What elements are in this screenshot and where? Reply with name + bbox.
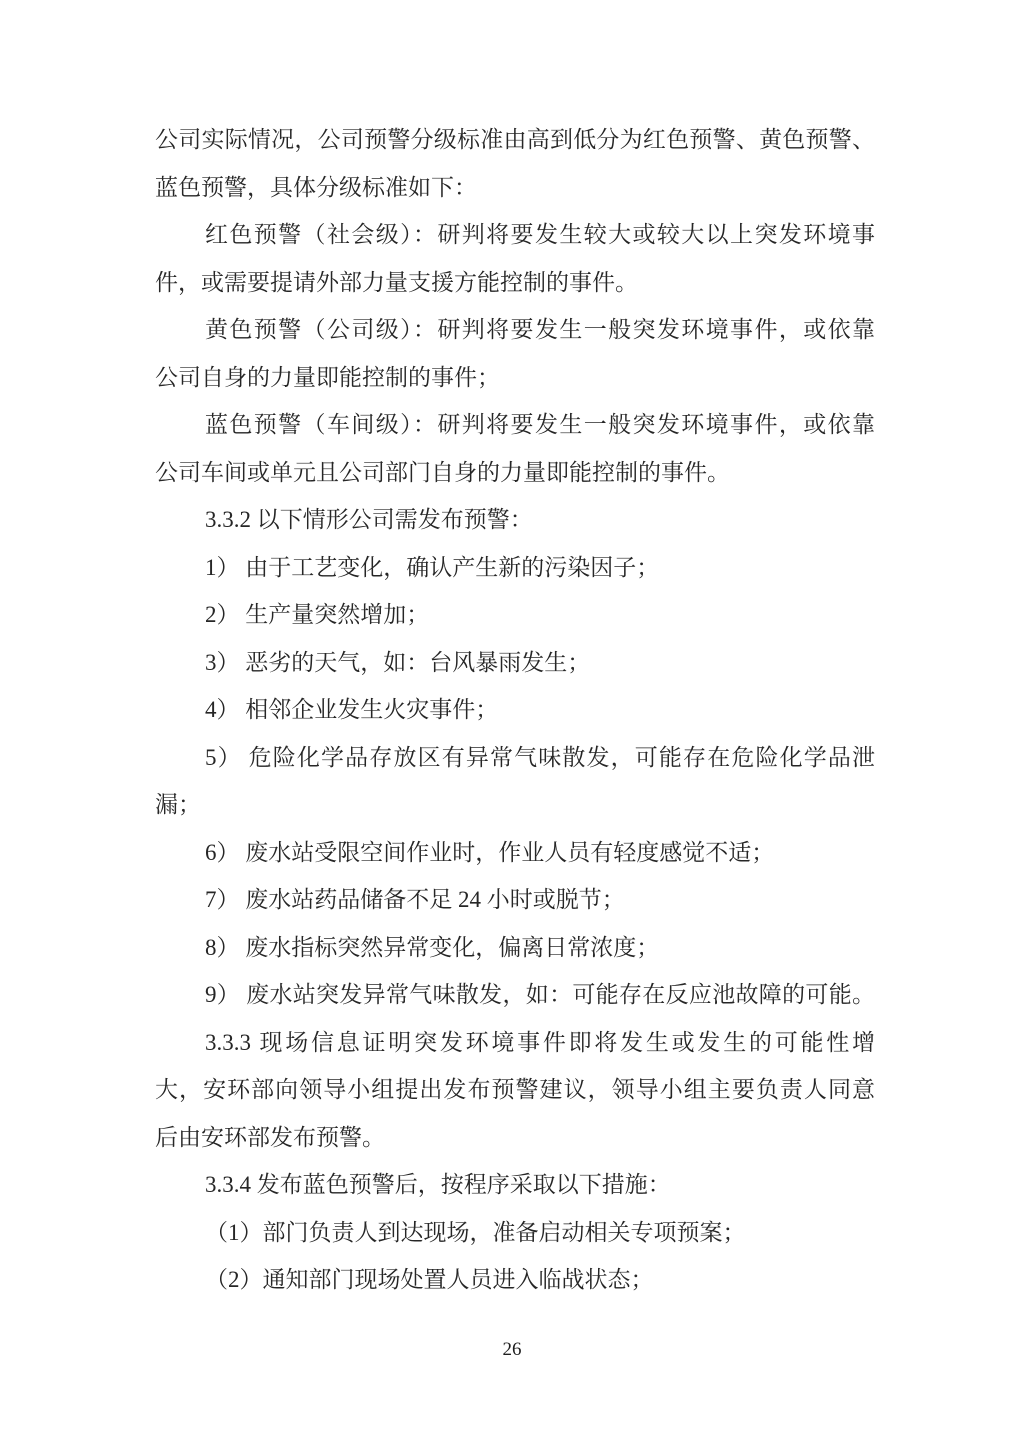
text-line: 7） 废水站药品储备不足 24 小时或脱节； (205, 887, 625, 912)
text-line: 黄色预警（公司级）：研判将要发生一般突发环境事件，或依靠 (205, 317, 875, 342)
text-line: 后由安环部发布预警。 (155, 1124, 385, 1150)
text-line: 3.3.3 现场信息证明突发环境事件即将发生或发生的可能性增 (205, 1029, 875, 1055)
page-number: 26 (502, 1339, 522, 1360)
text-line: （2）通知部门现场处置人员进入临战状态； (205, 1267, 654, 1292)
text-line: 1） 由于工艺变化，确认产生新的污染因子； (205, 554, 660, 580)
text-line: 蓝色预警（车间级）：研判将要发生一般突发环境事件，或依靠 (205, 412, 875, 437)
text-line: 6） 废水站受限空间作业时，作业人员有轻度感觉不适； (205, 839, 775, 865)
text-line: 3.3.4 发布蓝色预警后，按程序采取以下措施： (205, 1172, 671, 1197)
text-line: 件，或需要提请外部力量支援方能控制的事件。 (155, 269, 638, 295)
text-line: 4） 相邻企业发生火灾事件； (205, 697, 499, 722)
text-line: 大，安环部向领导小组提出发布预警建议，领导小组主要负责人同意 (155, 1077, 875, 1102)
text-line: 漏； (155, 792, 201, 817)
text-line: 8） 废水指标突然异常变化，偏离日常浓度； (205, 934, 660, 960)
page-body-text (155, 116, 875, 1304)
text-line: 公司自身的力量即能控制的事件； (155, 364, 500, 390)
text-line: 红色预警（社会级）：研判将要发生较大或较大以上突发环境事 (205, 222, 875, 247)
text-line: 5） 危险化学品存放区有异常气味散发，可能存在危险化学品泄 (205, 744, 875, 770)
text-line: 3.3.2 以下情形公司需发布预警： (205, 507, 533, 532)
text-line: 9） 废水站突发异常气味散发，如：可能存在反应池故障的可能。 (205, 982, 875, 1007)
text-line: 2） 生产量突然增加； (205, 602, 430, 627)
text-line: 公司实际情况，公司预警分级标准由高到低分为红色预警、黄色预警、 (155, 127, 875, 152)
text-line: （1）部门负责人到达现场，准备启动相关专项预案； (205, 1219, 746, 1245)
text-line: 公司车间或单元且公司部门自身的力量即能控制的事件。 (155, 459, 730, 485)
text-line: 3） 恶劣的天气，如：台风暴雨发生； (205, 649, 591, 675)
text-line: 蓝色预警，具体分级标准如下： (155, 174, 477, 200)
